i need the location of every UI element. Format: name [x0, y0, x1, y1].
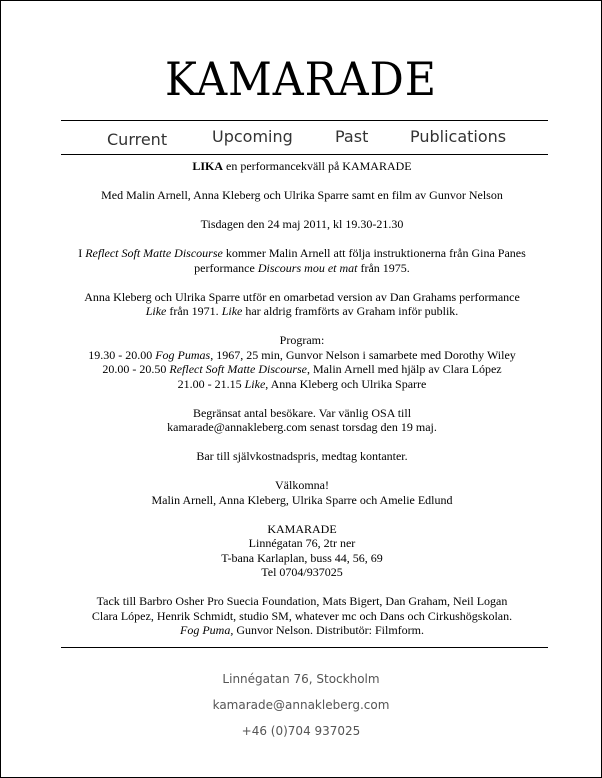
footer: [1, 673, 601, 751]
event-participants: Med Malin Arnell, Anna Kleberg och Ulrika Sparre samt en film av Gunvor Nelson: [101, 188, 503, 202]
nav-past[interactable]: Past: [335, 127, 369, 146]
nav-upcoming[interactable]: Upcoming: [212, 127, 293, 146]
footer-rule: [61, 647, 548, 648]
main-nav: [61, 127, 548, 149]
event-welcome: Välkomna! Malin Arnell, Anna Kleberg, Ulrika Sparre och Amelie Edlund: [151, 478, 453, 507]
event-title: LIKA en performancekväll på KAMARADE: [192, 159, 412, 173]
nav-publications[interactable]: Publications: [410, 127, 507, 146]
footer-address: Linnégatan 76, Stockholm: [222, 672, 380, 686]
event-date: Tisdagen den 24 maj 2011, kl 19.30-21.30: [200, 217, 404, 231]
event-program: Program: 19.30 - 20.00 Fog Pumas, 1967, 25 min, Gunvor Nelson i samarbete med Dorothy Wiley 20.00 - 20.50 Reflect Soft Matte Discourse, Malin Arnell med hjälp av Clara López 21.00 - 21.15 Like, Anna Kleberg och Ulrika Sparre: [88, 333, 516, 391]
event-content: [31, 159, 573, 652]
footer-email[interactable]: kamarade@annakleberg.com: [212, 698, 390, 712]
header-rule-bottom: [61, 154, 548, 155]
site-logo[interactable]: KAMARADE: [165, 52, 437, 106]
nav-current[interactable]: Current: [107, 130, 168, 149]
event-venue: KAMARADE Linnégatan 76, 2tr ner T-bana Karlaplan, buss 44, 56, 69 Tel 0704/937025: [221, 521, 383, 579]
event-bar: Bar till självkostnadspris, medtag kontanter.: [196, 449, 408, 463]
footer-phone: +46 (0)704 937025: [241, 724, 361, 738]
event-description-2: Anna Kleberg och Ulrika Sparre utför en omarbetad version av Dan Grahams performance Like från 1971. Like har aldrig framförts av Graham inför publik.: [84, 289, 520, 318]
event-thanks: Tack till Barbro Osher Pro Suecia Foundation, Mats Bigert, Dan Graham, Neil Logan Clara López, Henrik Schmidt, studio SM, whatever mc och Dans och Cirkushögskolan. Fog Puma, Gunvor Nelson. Distributör: Filmform.: [91, 594, 513, 637]
event-rsvp: Begränsat antal besökare. Var vänlig OSA till kamarade@annakleberg.com senast torsdag den 19 maj.: [167, 405, 437, 434]
header-rule-top: [61, 120, 548, 121]
event-description-1: I Reflect Soft Matte Discourse kommer Malin Arnell att följa instruktionerna från Gina Panes performance Discours mou et mat från 1975.: [78, 246, 526, 275]
